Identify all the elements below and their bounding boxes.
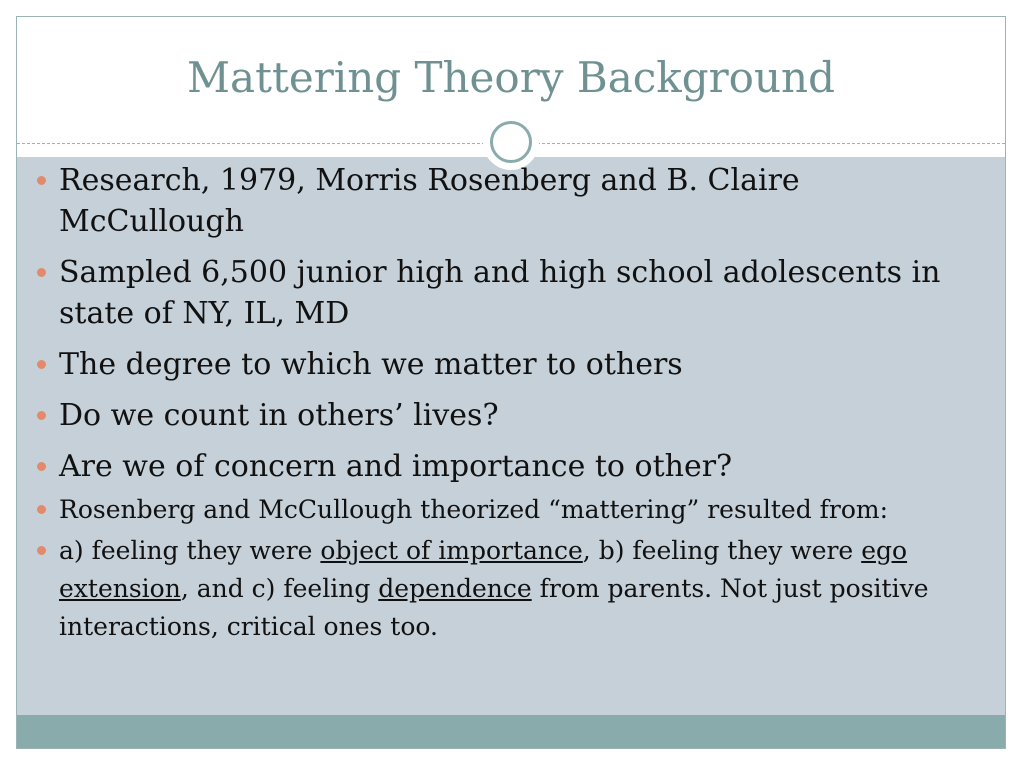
bullet-text-part: , b) feeling they were [582, 536, 862, 565]
bullet-text: Rosenberg and McCullough theorized “mattering” resulted from: [59, 495, 889, 524]
bullet-dot-icon [37, 505, 46, 514]
bullet-text: The degree to which we matter to others [59, 347, 683, 382]
bullet-dot-icon [37, 268, 46, 277]
bullet-list [34, 160, 954, 649]
list-item [34, 532, 954, 646]
list-item [34, 491, 954, 529]
bullet-text: Sampled 6,500 junior high and high school adolescents in state of NY, IL, MD [59, 255, 941, 331]
term-ego-extension: ego extension [59, 536, 908, 603]
slide-title: Mattering Theory Background [187, 53, 835, 102]
footer-band [17, 715, 1005, 749]
bullet-text-part: a) feeling they were [59, 536, 321, 565]
bullet-text: Are we of concern and importance to other? [59, 449, 733, 484]
list-item [34, 446, 954, 487]
bullet-dot-icon [37, 411, 46, 420]
bullet-text-part: , and c) feeling [180, 574, 379, 603]
bullet-dot-icon [37, 546, 46, 555]
bullet-dot-icon [37, 360, 46, 369]
list-item [34, 344, 954, 385]
list-item [34, 160, 954, 242]
list-item [34, 395, 954, 436]
bullet-text: Do we count in others’ lives? [59, 398, 499, 433]
term-dependence: dependence [378, 574, 532, 603]
bullet-text: Research, 1979, Morris Rosenberg and B. Claire McCullough [59, 163, 800, 239]
term-object-of-importance: object of importance [320, 536, 583, 565]
bullet-text-part: from parents. Not just positive interactions, critical ones too. [59, 574, 929, 641]
bullet-dot-icon [37, 176, 46, 185]
ring-inner [490, 121, 532, 163]
bullet-dot-icon [37, 462, 46, 471]
list-item [34, 252, 954, 334]
